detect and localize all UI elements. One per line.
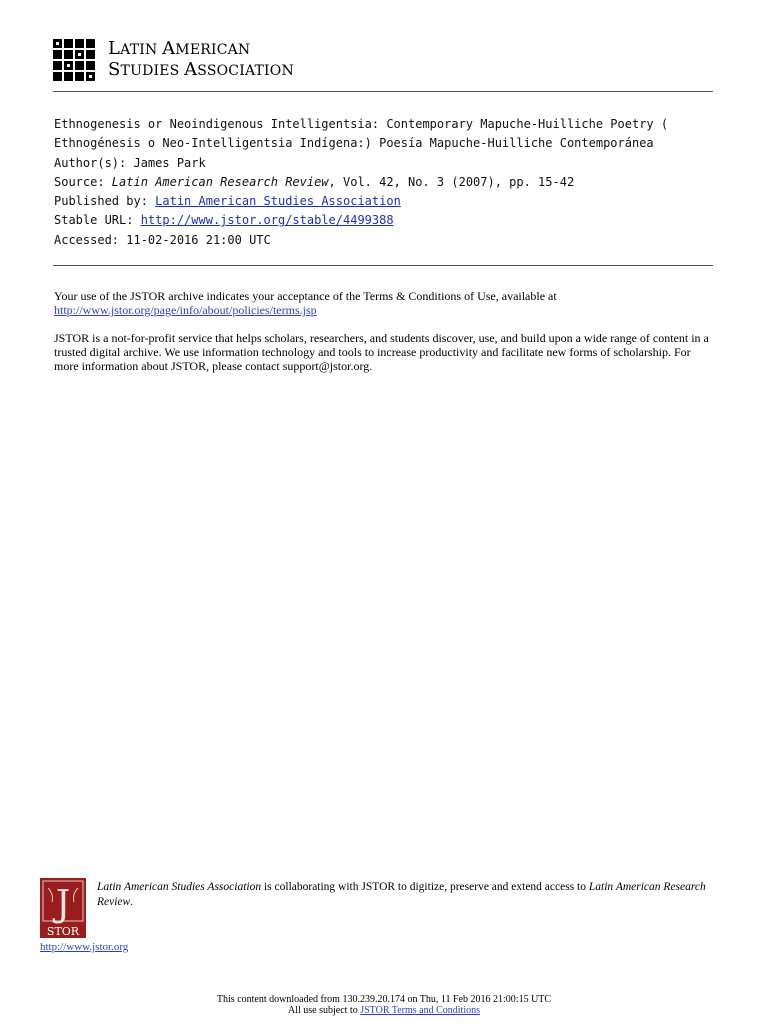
download-info: This content downloaded from 130.239.20.174 on Thu, 11 Feb 2016 21:00:15 UTC: [216, 994, 552, 1005]
article-authors: Author(s): James Park: [54, 155, 206, 170]
lasa-grid-icon: [53, 39, 95, 81]
stable-url-link[interactable]: http://www.jstor.org/stable/4499388: [140, 213, 394, 228]
svg-text:STOR: STOR: [46, 925, 80, 938]
publisher-link[interactable]: Latin American Studies Association: [155, 194, 401, 209]
collaboration-statement: Latin American Studies Association is collaborating with JSTOR to digitize, preserve and extend access to Latin American Research Review.: [97, 881, 706, 908]
terms-link[interactable]: http://www.jstor.org/page/info/about/policies/terms.jsp: [54, 303, 317, 317]
article-accessed: Accessed: 11-02-2016 21:00 UTC: [54, 232, 271, 247]
article-source: Source: Latin American Research Review, Vol. 42, No. 3 (2007), pp. 15-42: [54, 174, 575, 189]
publisher-name: LATIN AMERICAN STUDIES ASSOCIATION: [108, 38, 294, 80]
terms-notice: Your use of the JSTOR archive indicates your acceptance of the Terms & Conditions of Use, available at http://www.jstor.org/page/info/about/policies/terms.jsp: [54, 289, 557, 317]
article-title-line1: Ethnogenesis or Neoindigenous Intelligentsia: Contemporary Mapuche-Huilliche Poetry (: [54, 117, 669, 131]
header-divider: [53, 91, 713, 92]
jstor-home-link[interactable]: http://www.jstor.org: [40, 941, 129, 953]
svg-text:J: J: [55, 884, 71, 925]
terms-footer: All use subject to JSTOR Terms and Conditions: [288, 1005, 480, 1016]
metadata-divider: [53, 265, 713, 266]
article-publisher: Published by: Latin American Studies Association: [54, 194, 401, 209]
jstor-terms-link[interactable]: JSTOR Terms and Conditions: [360, 1005, 480, 1016]
article-title-line2: Ethnogénesis o Neo-Intelligentsia Indígena:) Poesía Mapuche-Huilliche Contemporánea: [54, 136, 654, 151]
jstor-home-link-wrap: [40, 941, 128, 953]
article-stable-url: Stable URL: http://www.jstor.org/stable/4499388: [54, 213, 394, 228]
jstor-about-notice: JSTOR is a not-for-profit service that helps scholars, researchers, and students discover, use, and build upon a wide range of content in a trusted digital archive. We use information technology and tools to increase productivity and facilitate new forms of scholarship. For more information about JSTOR, please contact support@jstor.org.: [54, 331, 709, 373]
article-metadata: [54, 115, 734, 250]
jstor-logo: [40, 878, 86, 938]
jstor-seal-icon: [40, 878, 86, 938]
